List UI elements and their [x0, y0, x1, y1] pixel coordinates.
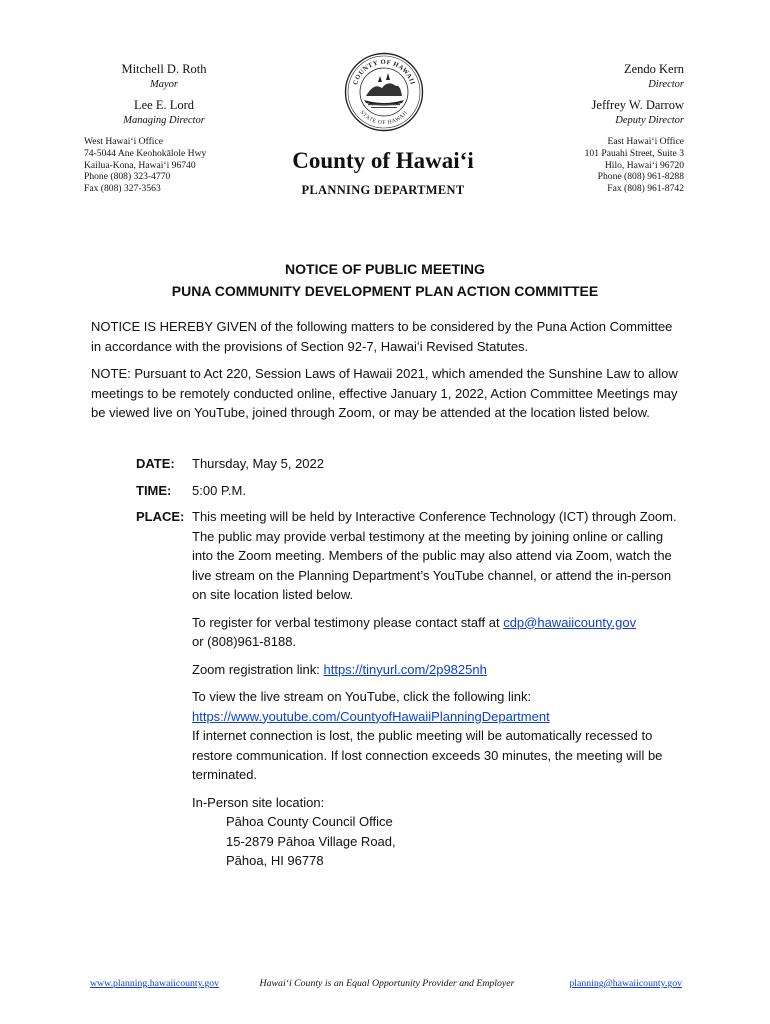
- footer-email-link[interactable]: planning@hawaiicounty.gov: [569, 978, 682, 989]
- in-person-label: In-Person site location:: [192, 794, 325, 810]
- site-name: Pāhoa County Council Office: [226, 814, 393, 829]
- west-office-fax: Fax (808) 327-3563: [84, 183, 161, 195]
- county-seal: [344, 52, 424, 132]
- register-phone: or (808)961-8188.: [192, 634, 297, 649]
- notice-title: NOTICE OF PUBLIC MEETING: [285, 261, 485, 277]
- mayor-name: Mitchell D. Roth: [121, 62, 207, 76]
- deputy-director-title: Deputy Director: [615, 115, 684, 126]
- in-person-info: [192, 793, 682, 871]
- youtube-link[interactable]: https://www.youtube.com/CountyofHawaiiPlanningDepartment: [192, 708, 550, 724]
- recess-note: If internet connection is lost, the public meeting will be automatically recessed to restore communication. If lost connection exceeds 30 minutes, the meeting will be terminated.: [192, 728, 663, 782]
- header-left: [84, 62, 244, 195]
- west-office-city: Kailua-Kona, Hawaiʻi 96740: [84, 159, 196, 171]
- east-office-street: 101 Pauahi Street, Suite 3: [584, 147, 684, 159]
- time-value: 5:00 P.M.: [192, 483, 246, 498]
- west-office-street: 74-5044 Ane Keohokālole Hwy: [84, 147, 207, 159]
- notice-titles: [90, 258, 680, 302]
- seal-bottom-text: STATE OF HAWAII: [358, 109, 410, 127]
- header-right: [484, 62, 684, 195]
- mayor-title: Mayor: [150, 79, 178, 90]
- footer-statement: Hawaiʻi County is an Equal Opportunity Provider and Employer: [259, 978, 515, 989]
- note-paragraph: NOTE: Pursuant to Act 220, Session Laws of Hawaii 2021, which amended the Sunshine Law to allow meetings to be remotely conducted online, effective January 1, 2022, Action Committee Meetings may be viewed live on YouTube, joined through Zoom, or may be attended at the location listed below.: [91, 366, 678, 420]
- zoom-registration-link[interactable]: https://tinyurl.com/2p9825nh: [323, 661, 487, 677]
- east-office-fax: Fax (808) 961-8742: [607, 183, 684, 195]
- site-street: 15-2879 Pāhoa Village Road,: [226, 833, 396, 849]
- date-value: Thursday, May 5, 2022: [192, 456, 324, 471]
- date-row: [136, 454, 736, 474]
- register-prefix: To register for verbal testimony please contact staff at: [192, 614, 504, 630]
- director-name: Zendo Kern: [623, 62, 684, 76]
- county-seal-icon: [344, 52, 424, 132]
- east-office-city: Hilo, Hawaiʻi 96720: [604, 159, 684, 171]
- east-office-address: [484, 136, 684, 195]
- footer-website-link[interactable]: www.planning.hawaiicounty.gov: [90, 978, 220, 989]
- seal-top-text: COUNTY OF HAWAII: [351, 58, 417, 86]
- register-email-link[interactable]: cdp@hawaiicounty.gov: [503, 614, 637, 630]
- east-office-phone: Phone (808) 961-8288: [597, 171, 684, 183]
- west-office-name: West Hawaiʻi Office: [84, 136, 163, 147]
- site-city: Pāhoa, HI 96778: [226, 853, 324, 868]
- notice-body: [91, 317, 681, 431]
- time-row: [136, 481, 736, 501]
- deputy-director-name: Jeffrey W. Darrow: [591, 98, 684, 112]
- notice-paragraph: NOTICE IS HEREBY GIVEN of the following matters to be considered by the Puna Action Committee in accordance with the provisions of Section 92-7, Hawaiʻi Revised Statutes.: [91, 319, 673, 354]
- managing-director-title: Managing Director: [123, 115, 205, 126]
- youtube-info: [192, 687, 682, 785]
- east-office-name: East Hawaiʻi Office: [607, 136, 684, 147]
- place-label: PLACE:: [136, 509, 185, 524]
- committee-title: PUNA COMMUNITY DEVELOPMENT PLAN ACTION COMMITTEE: [171, 283, 599, 299]
- register-info: [192, 613, 682, 652]
- county-name: County of Hawaiʻi: [292, 148, 474, 173]
- svg-text:COUNTY OF HAWAII: [352, 59, 416, 86]
- date-label: DATE:: [136, 456, 175, 471]
- place-description: This meeting will be held by Interactive Conference Technology (ICT) through Zoom. The public may provide verbal testimony at the meeting by joining online or calling into the Zoom meeting. Members of the public may also attend via Zoom, watch the live stream on the Planning Department’s YouTube channel, or attend the in-person on site location listed below.: [192, 509, 677, 602]
- time-label: TIME:: [136, 483, 172, 498]
- west-office-address: [84, 136, 244, 195]
- zoom-info: [192, 660, 682, 680]
- west-office-phone: Phone (808) 323-4770: [84, 171, 171, 183]
- zoom-prefix: Zoom registration link:: [192, 661, 324, 677]
- department-name: PLANNING DEPARTMENT: [301, 183, 465, 197]
- place-details: [192, 507, 682, 879]
- youtube-prefix: To view the live stream on YouTube, click the following link:: [192, 689, 532, 704]
- director-title: Director: [648, 79, 684, 90]
- managing-director-name: Lee E. Lord: [133, 98, 195, 112]
